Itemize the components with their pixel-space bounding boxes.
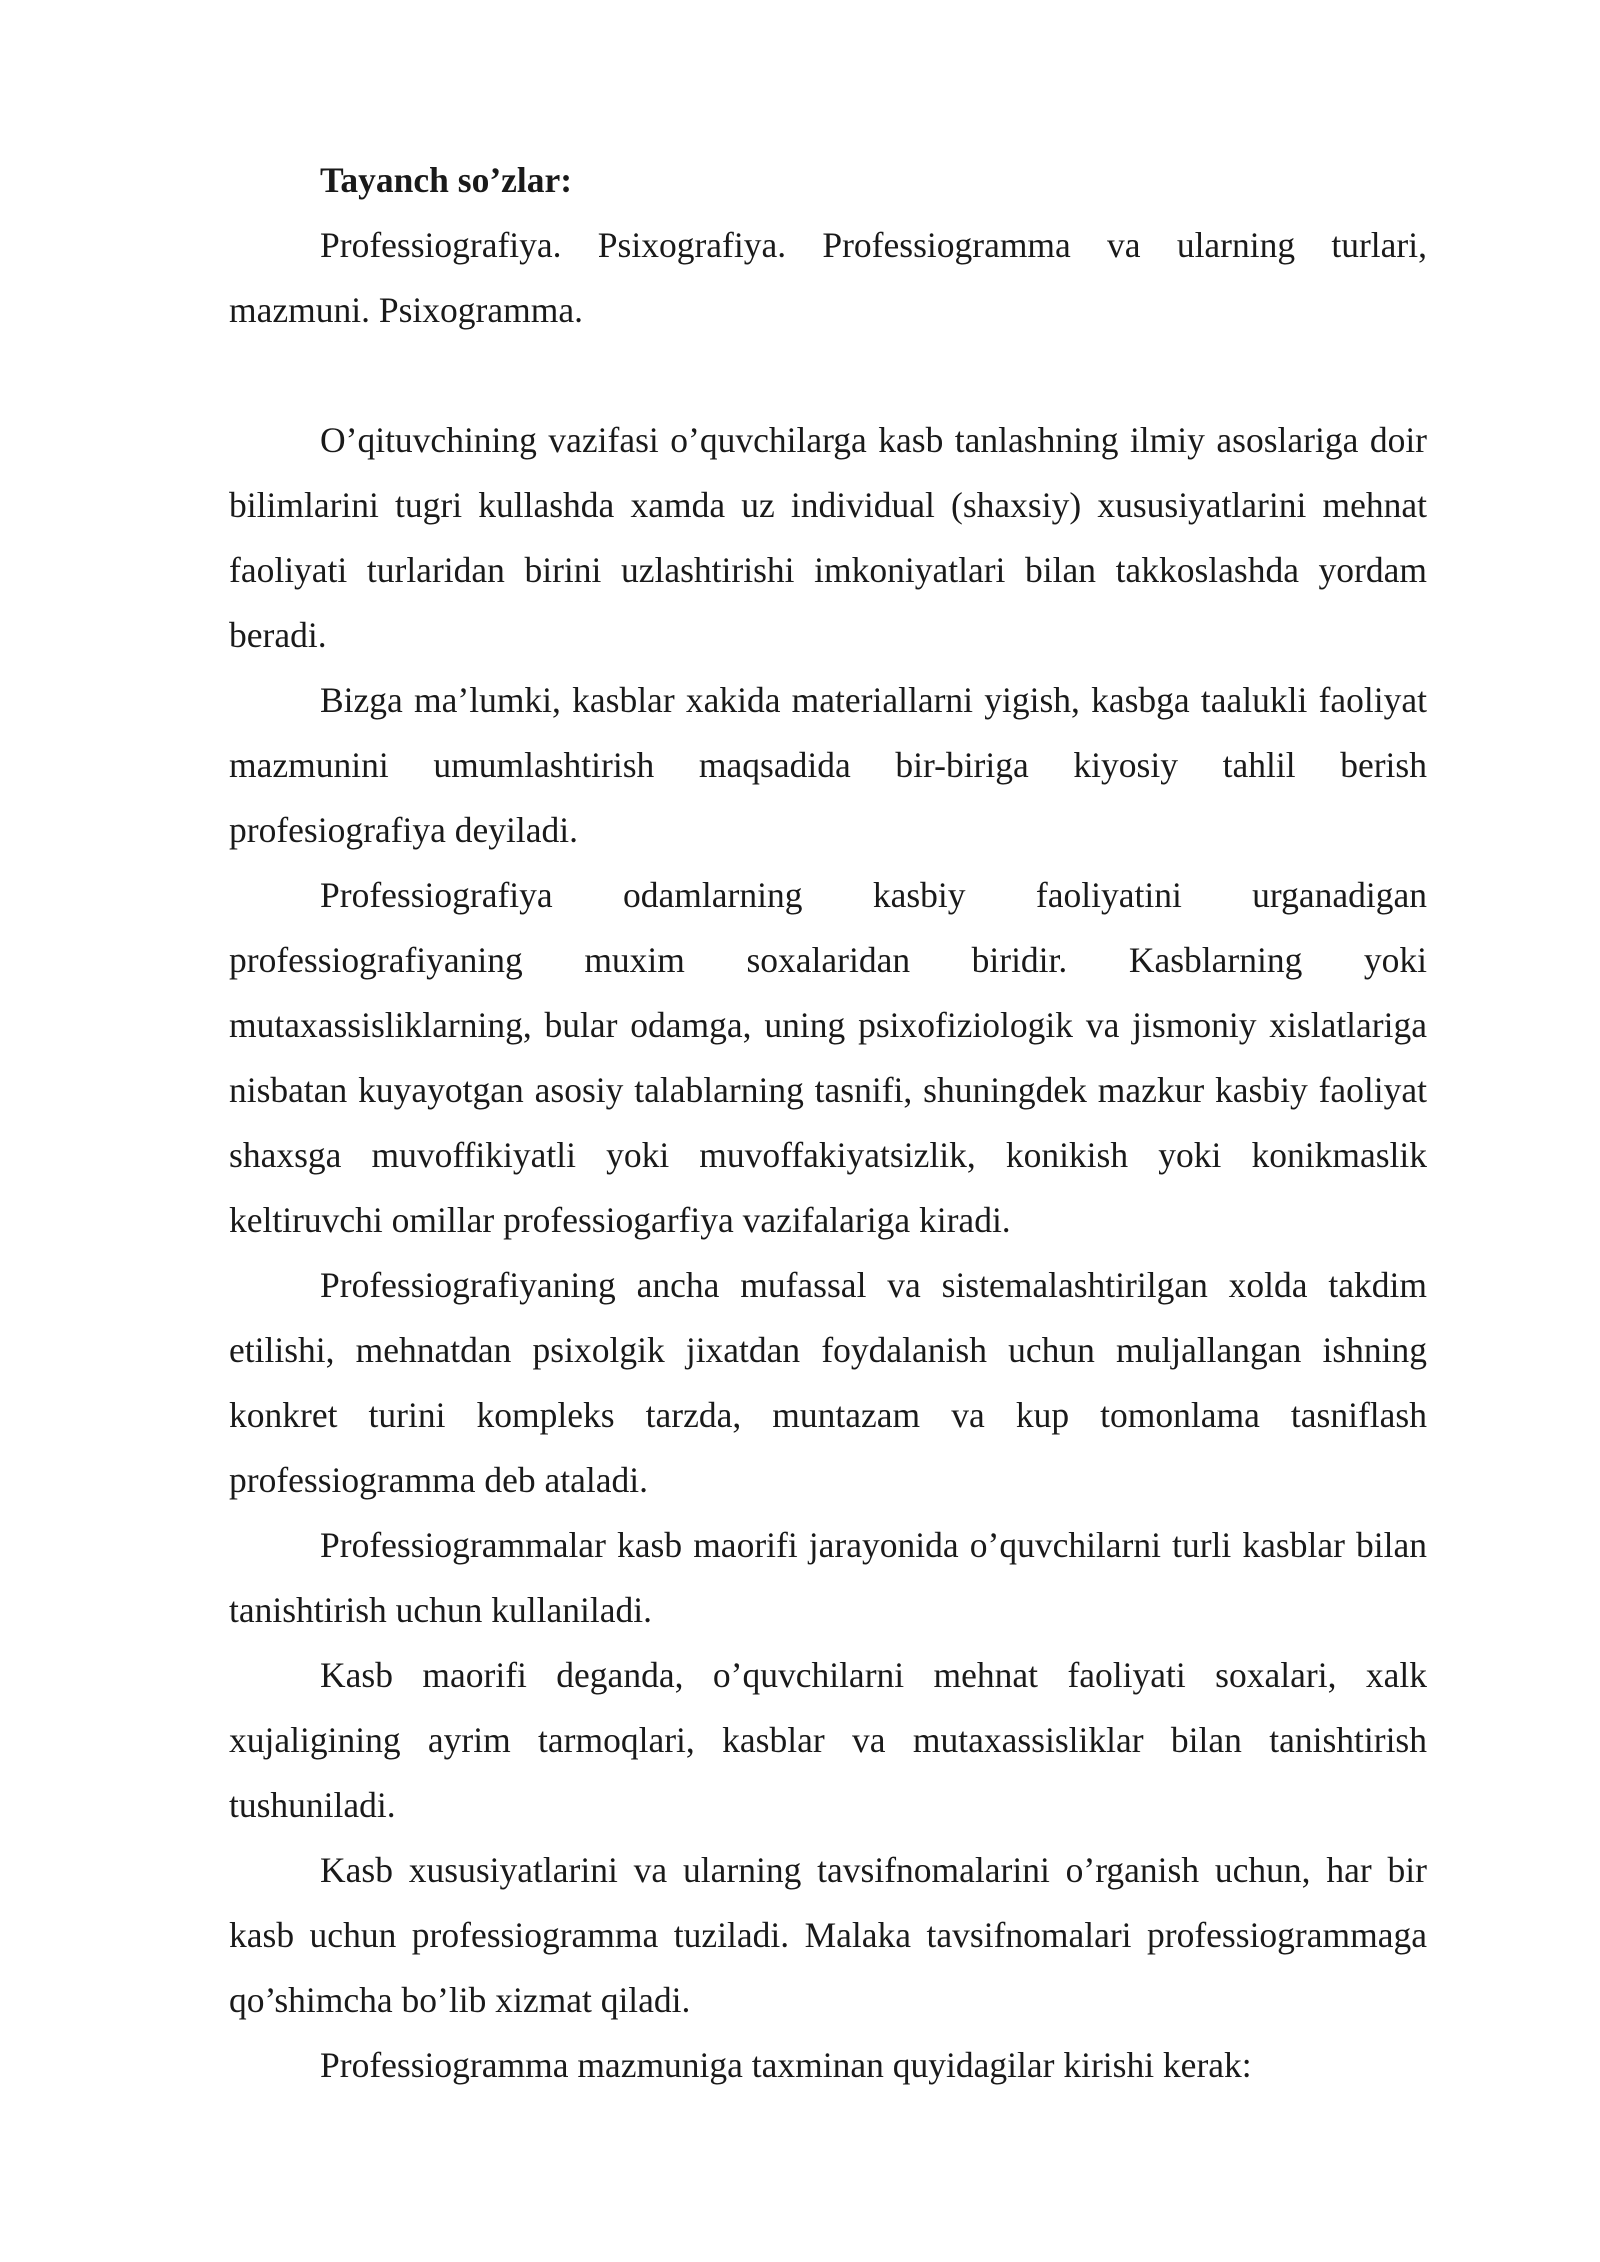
paragraph: Professiografiya odamlarning kasbiy faoliyatini urganadigan professiografiyaning muxim soxalaridan biridir. Kasblarning yoki mutaxassisliklarning, bular odamga, uning psixofiziologik va jismoniy xislatlariga nisbatan kuyayotgan asosiy talablarning tasnifi, shuningdek mazkur kasbiy faoliyat shaxsga muvoffikiyatli yoki muvoffakiyatsizlik, konikish yoki konikmaslik keltiruvchi omillar professiogarfiya vazifalariga kiradi. [229,875,1427,1240]
paragraph: Bizga ma’lumki, kasblar xakida materiallarni yigish, kasbga taalukli faoliyat mazmunini umumlashtirish maqsadida bir-biriga kiyosiy tahlil berish profesiografiya deyiladi. [229,680,1427,850]
keywords-heading: Tayanch so’zlar: [320,160,573,200]
paragraph: Professiogramma mazmuniga taxminan quyidagilar kirishi kerak: [320,2045,1252,2085]
paragraph-spacer [229,343,1427,408]
paragraph: Kasb xususiyatlarini va ularning tavsifnomalarini o’rganish uchun, har bir kasb uchun professiogramma tuziladi. Malaka tavsifnomalari professiogrammaga qo’shimcha bo’lib xizmat qiladi. [229,1850,1427,2020]
paragraph: O’qituvchining vazifasi o’quvchilarga kasb tanlashning ilmiy asoslariga doir bilimlarini tugri kullashda xamda uz individual (shaxsiy) xususiyatlarini mehnat faoliyati turlaridan birini uzlashtirishi imkoniyatlari bilan takkoslashda yordam beradi. [229,420,1427,655]
paragraph: Professiogrammalar kasb maorifi jarayonida o’quvchilarni turli kasblar bilan tanishtirish uchun kullaniladi. [229,1525,1427,1630]
paragraph: Kasb maorifi deganda, o’quvchilarni mehnat faoliyati soxalari, xalk xujaligining ayrim tarmoqlari, kasblar va mutaxassisliklar bilan tanishtirish tushuniladi. [229,1655,1427,1825]
keywords-text: Professiografiya. Psixografiya. Professiogramma va ularning turlari, mazmuni. Psixogramma. [229,225,1427,330]
paragraph: Professiografiyaning ancha mufassal va sistemalashtirilgan xolda takdim etilishi, mehnatdan psixolgik jixatdan foydalanish uchun muljallangan ishning konkret turini kompleks tarzda, muntazam va kup tomonlama tasniflash professiogramma deb ataladi. [229,1265,1427,1500]
document-body [229,148,1427,2098]
